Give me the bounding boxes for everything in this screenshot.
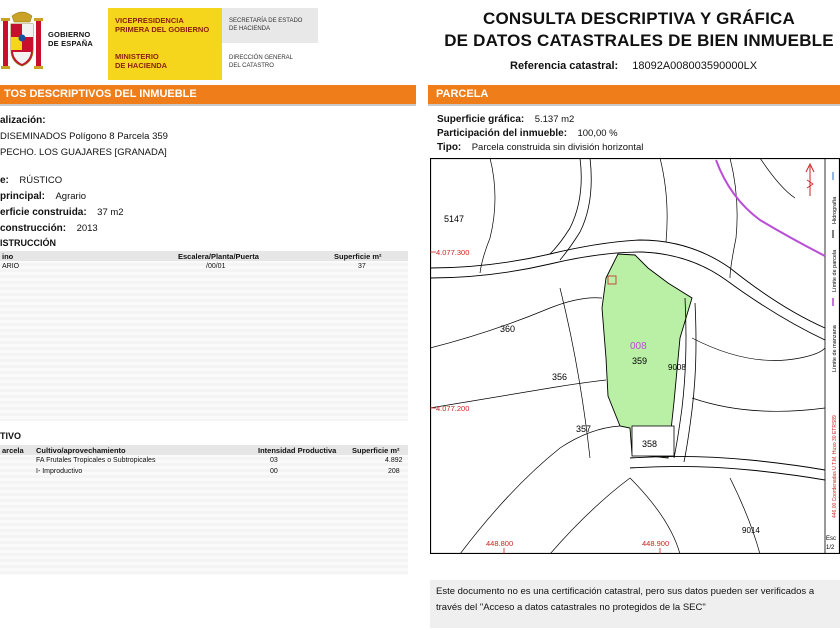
table-header-cell: arcela [2,446,24,455]
parcel-label: 357 [576,424,592,434]
parcel-label: 9014 [742,526,760,535]
legend-hidrografia: Hidrografía [832,196,838,224]
tipo-row: Tipo: Parcela construida sin división horizontal [437,142,644,153]
section-datos-descriptivos: TOS DESCRIPTIVOS DEL INMUEBLE [0,85,416,104]
table-cell: FA Frutales Tropicales o Subtropicales [36,457,156,464]
header-logos [0,8,318,80]
parcel-label-359: 359 [632,356,648,366]
coord-label-x: 448.800 [486,539,514,548]
scale-label: 1/2 [826,545,835,551]
table-cell: 00 [270,468,278,475]
parcel-label: 9008 [668,363,686,372]
vicepresidencia-block: VICEPRESIDENCIA PRIMERA DEL GOBIERNO MINISTERIO DE HACIENDA [108,8,222,80]
construccion-title: ISTRUCCIÓN [0,238,56,248]
table-header-cell: Intensidad Productiva [258,446,337,455]
coord-label-x: 448.900 [642,539,670,548]
cultivo-title: TIVO [0,431,22,441]
table-cell: 4.892 [385,457,403,464]
clase-row: e: RÚSTICO [0,175,63,186]
table-header-cell: Superficie m² [334,252,382,261]
table-header-cell: Escalera/Planta/Puerta [178,252,259,261]
table-cell: 03 [270,457,278,464]
coat-of-arms-icon [0,10,44,76]
scale-label: Esc [826,536,837,542]
superficie-construida-row: erficie construida: 37 m2 [0,207,124,218]
manzana-label: 008 [630,341,647,352]
uso-principal-row: principal: Agrario [0,191,87,202]
participacion-row: Participación del inmueble: 100,00 % [437,128,618,139]
localizacion-line1: DISEMINADOS Polígono 8 Parcela 359 [0,131,168,142]
table-cell: ARIO [2,263,20,270]
gobierno-label: GOBIERNO DE ESPAÑA [48,30,94,48]
section-divider [428,104,840,106]
table-header-cell: ino [2,252,14,261]
localizacion-label: alización: [0,115,46,126]
localizacion-line2: PECHO. LOS GUAJARES [GRANADA] [0,147,167,158]
table-cell: /00/01 [206,263,226,270]
direccion-general-label: DIRECCIÓN GENERAL DEL CATASTRO [229,55,294,69]
parcel-label: 356 [552,372,568,382]
cadastral-map[interactable] [430,158,840,554]
map-legend [832,172,838,518]
table-cell: I- Improductivo [36,468,83,475]
legend-coords-note: 446,00 Coordenadas U.T.M. Huso 30 ETRS89 [832,415,838,518]
secretaria-block: SECRETARÍA DE ESTADO DE HACIENDA [222,8,318,43]
table-header-cell: Cultivo/aprovechamiento [36,446,126,455]
verification-notice: Este documento no es una certificación catastral, pero sus datos pueden ser verificados a través del "Acceso a datos catastrales no protegidos de la SEC" [430,580,840,628]
table-cell: 37 [358,263,366,270]
parcel-label: 360 [500,324,516,334]
parcel-label: 358 [642,439,658,449]
section-divider [0,104,416,106]
parcel-label: 5147 [444,214,465,224]
page-title: CONSULTA DESCRIPTIVA Y GRÁFICA DE DATOS CATASTRALES DE BIEN INMUEBLE [444,9,834,50]
legend-limite-manzana: Límite de manzana [832,325,838,372]
cultivo-table [0,445,408,575]
table-cell: 208 [388,468,400,475]
referencia-catastral: Referencia catastral: 18092A008003590000LX [510,60,758,72]
coord-label-y: 4.077.300 [436,248,470,257]
anio-construccion-row: construcción: 2013 [0,223,98,234]
construccion-table [0,251,408,421]
legend-limite-parcela: Límite de parcela [832,249,838,292]
section-parcela: PARCELA [428,85,840,104]
coord-label-y: 4.077.200 [436,404,470,413]
table-header-cell: Superficie m² [352,446,400,455]
superficie-grafica-row: Superficie gráfica: 5.137 m2 [437,114,575,125]
